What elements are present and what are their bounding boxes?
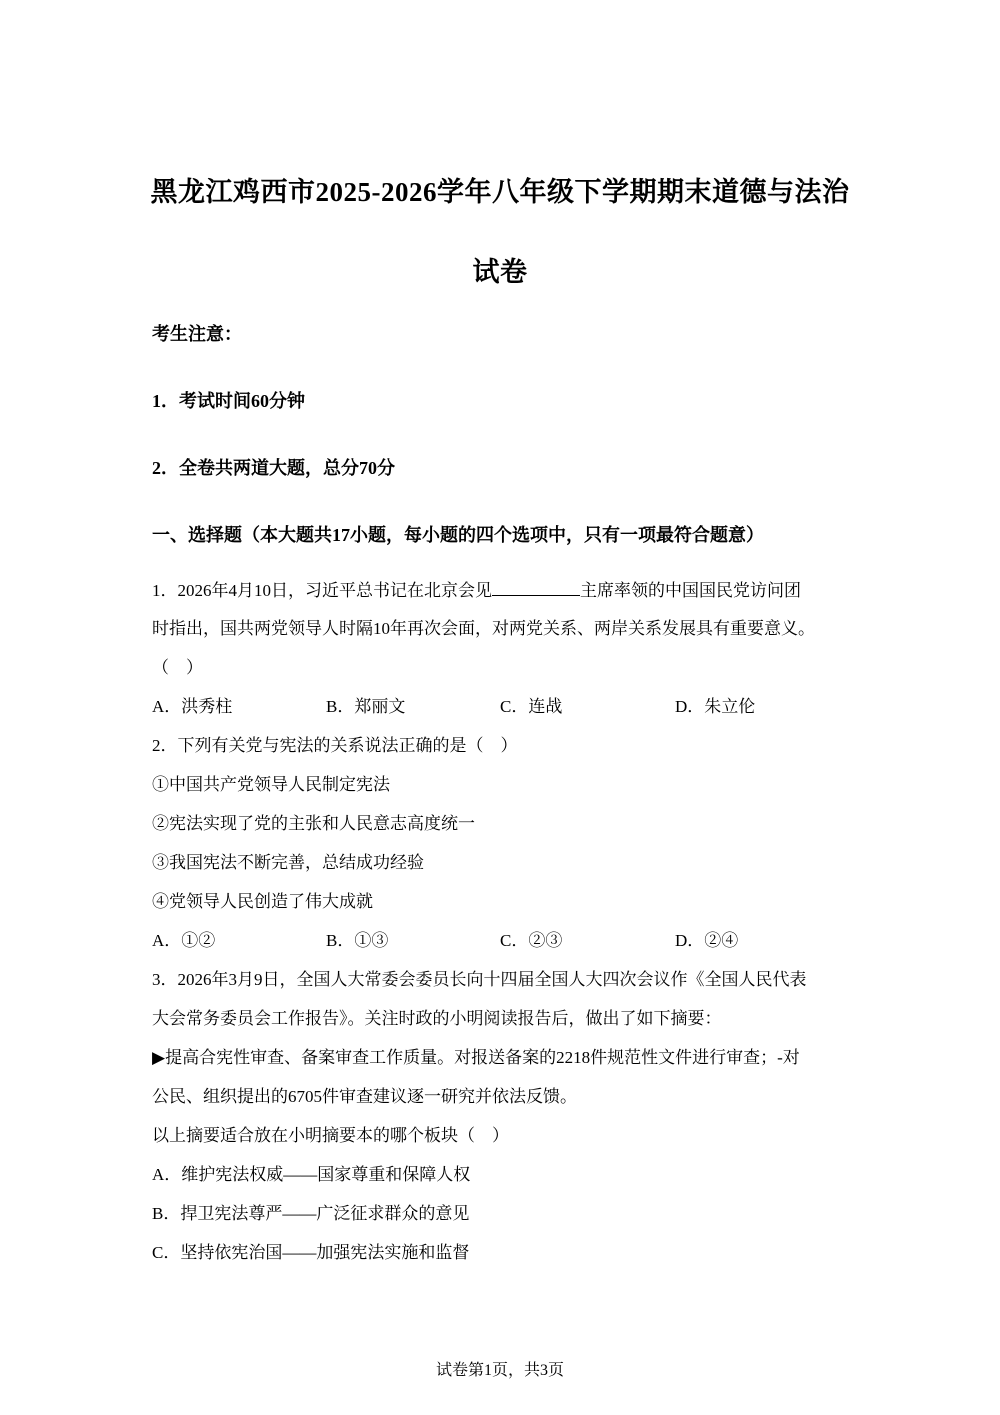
option-c: C．②③ [500,931,563,950]
question-1-line-2: 时指出，国共两党领导人时隔10年再次会面，对两党关系、两岸关系发展具有重要意义。 [152,619,815,638]
page-title-continued: 试卷 [472,257,528,287]
option-d: D．朱立伦 [675,697,756,716]
question-2-item-4: ④党领导人民创造了伟大成就 [152,892,373,911]
question-2-item-1: ①中国共产党领导人民制定宪法 [152,775,390,794]
question-2-item-2: ②宪法实现了党的主张和人民意志高度统一 [152,814,475,833]
option-b: B．①③ [326,931,389,950]
question-1-text-post: 主席率领的中国国民党访问团 [580,581,801,600]
question-3-line-3: ▶提高合宪性审查、备案审查工作质量。对报送备案的2218件规范性文件进行审查；-对 [152,1048,800,1067]
option-b: B．郑丽文 [326,697,406,716]
page-footer: 试卷第1页，共3页 [435,1362,564,1379]
option-b: B．捍卫宪法尊严——广泛征求群众的意见 [152,1204,470,1223]
option-a: A．①② [152,931,216,950]
option-a: A．维护宪法权威——国家尊重和保障人权 [152,1165,471,1184]
question-2-item-3: ③我国宪法不断完善，总结成功经验 [152,853,424,872]
notice-item-2: 2．全卷共两道大题，总分70分 [152,458,395,478]
option-c: C．坚持依宪治国——加强宪法实施和监督 [152,1243,470,1262]
option-a: A．洪秀柱 [152,697,233,716]
fill-in-blank [492,579,580,596]
question-3-line-5: 以上摘要适合放在小明摘要本的哪个板块（ ） [152,1126,509,1145]
question-1-text-pre: 1．2026年4月10日，习近平总书记在北京会见 [152,581,492,600]
question-3-line-1: 3．2026年3月9日，全国人大常委会委员长向十四届全国人大四次会议作《全国人民代表 [152,970,807,989]
notice-heading: 考生注意： [152,324,242,344]
section-heading: 一、选择题（本大题共17小题，每小题的四个选项中，只有一项最符合题意） [152,525,764,545]
question-1-line-3: （ ） [152,658,203,677]
question-3-line-4: 公民、组织提出的6705件审查建议逐一研究并依法反馈。 [152,1087,577,1106]
question-1-line-1 [152,579,852,602]
notice-item-1: 1．考试时间60分钟 [152,391,305,411]
page-title: 黑龙江鸡西市2025-2026学年八年级下学期期末道德与法治 [150,177,850,207]
option-d: D．②④ [675,931,739,950]
option-c: C．连战 [500,697,563,716]
question-3-line-2: 大会常务委员会工作报告》。关注时政的小明阅读报告后，做出了如下摘要： [152,1009,722,1028]
question-2-stem: 2．下列有关党与宪法的关系说法正确的是（ ） [152,736,518,755]
